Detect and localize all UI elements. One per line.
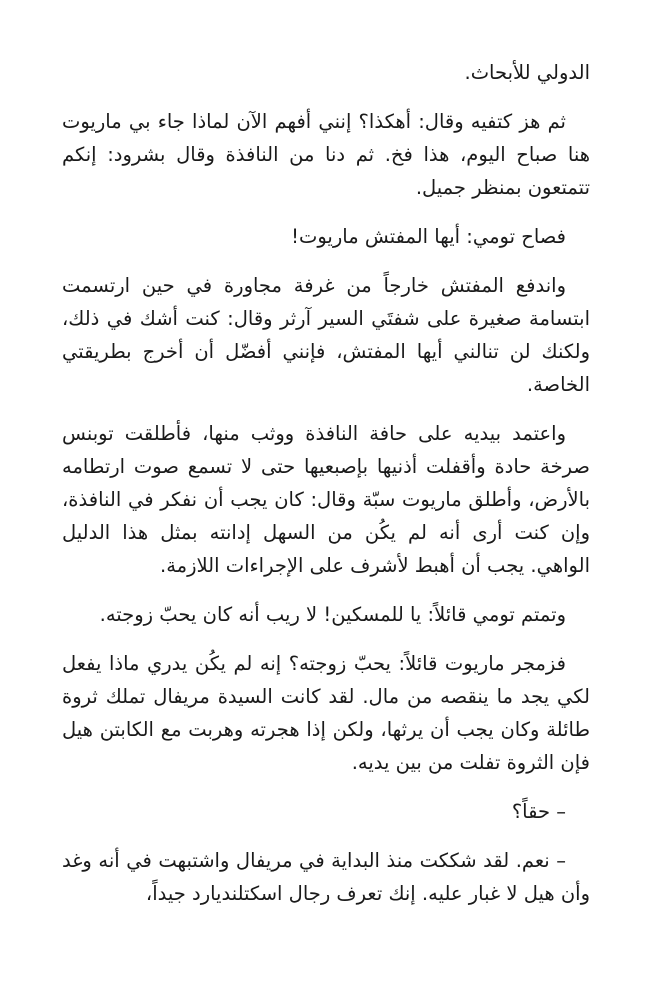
dialogue-line-really: – حقاً؟ bbox=[511, 800, 566, 823]
dialogue-line-yes: – نعم. لقد شككت منذ البداية في مريفال واشتبهت في أنه وغد وأن هيل لا غبار عليه. إنك تعرف رجال اسكتلنديارد جيداً، bbox=[62, 849, 590, 905]
paragraph-shrug: ثم هز كتفيه وقال: أهكذا؟ إنني أفهم الآن لماذا جاء بي ماريوت هنا صباح اليوم، هذا فخ. ثم دنا من النافذة وقال بشرود: إنكم تتمتعون بمنظر جميل. bbox=[62, 110, 590, 199]
paragraph-window-jump: واعتمد بيديه على حافة النافذة ووثب منها، فأطلقت توبنس صرخة حادة وأقفلت أذنيها بإصبعيها حتى لا تسمع صوت ارتطامه بالأرض، وأطلق ماريوت سبّة وقال: كان يجب أن نفكر في النافذة، وإن كنت أرى أنه لم يكُن من السهل إدانته بمثل هذا الدليل الواهي. يجب أن أهبط لأشرف على الإجراءات اللازمة. bbox=[62, 422, 590, 577]
paragraph-marriott-growl: فزمجر ماريوت قائلاً: يحبّ زوجته؟ إنه لم يكُن يدري ماذا يفعل لكي يجد ما ينقصه من مال. لقد كانت السيدة مريفال تملك ثروة طائلة وكان يجب أن يرثها، ولكن إذا هجرته وهربت مع الكابتن هيل فإن الثروة تفلت من بين يديه. bbox=[62, 652, 590, 774]
paragraph-inspector-rush: واندفع المفتش خارجاً من غرفة مجاورة في حين ارتسمت ابتسامة صغيرة على شفتَي السير آرثر وقال: كنت أشك في ذلك، ولكنك لن تنالني أيها المفتش، فإنني أفضّل أن أخرج بطريقتي الخاصة. bbox=[62, 274, 590, 396]
paragraph-tommy-mutter: وتمتم تومي قائلاً: يا للمسكين! لا ريب أنه كان يحبّ زوجته. bbox=[99, 603, 566, 626]
book-page bbox=[62, 56, 590, 926]
paragraph-continuation: الدولي للأبحاث. bbox=[464, 61, 590, 84]
paragraph-tommy-shout: فصاح تومي: أيها المفتش ماريوت! bbox=[291, 225, 566, 248]
